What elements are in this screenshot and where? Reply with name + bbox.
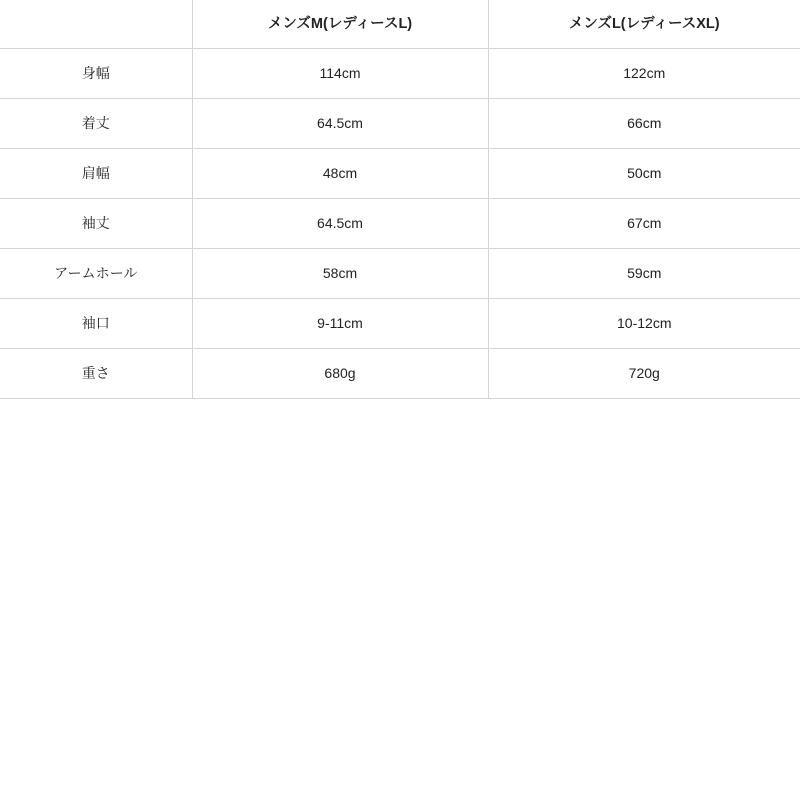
table-row xyxy=(0,249,800,299)
cell-armhole-l: 59cm xyxy=(488,249,800,299)
cell-mihaba-m: 114cm xyxy=(192,49,488,99)
table-row xyxy=(0,349,800,399)
cell-armhole-m: 58cm xyxy=(192,249,488,299)
cell-kitake-l: 66cm xyxy=(488,99,800,149)
table-row xyxy=(0,149,800,199)
cell-sodeguchi-l: 10-12cm xyxy=(488,299,800,349)
row-header-omosa: 重さ xyxy=(0,349,192,399)
cell-omosa-l: 720g xyxy=(488,349,800,399)
row-header-armhole: アームホール xyxy=(0,249,192,299)
table-header-row xyxy=(0,0,800,49)
cell-omosa-m: 680g xyxy=(192,349,488,399)
row-header-sodeguchi: 袖口 xyxy=(0,299,192,349)
column-header-mens-m: メンズM(レディースL) xyxy=(192,0,488,49)
row-header-mihaba: 身幅 xyxy=(0,49,192,99)
row-header-katahaba: 肩幅 xyxy=(0,149,192,199)
row-header-kitake: 着丈 xyxy=(0,99,192,149)
table-header xyxy=(0,0,800,49)
row-header-sodetake: 袖丈 xyxy=(0,199,192,249)
cell-sodetake-l: 67cm xyxy=(488,199,800,249)
table-row xyxy=(0,199,800,249)
table-row xyxy=(0,99,800,149)
table-corner-cell xyxy=(0,0,192,49)
cell-kitake-m: 64.5cm xyxy=(192,99,488,149)
cell-sodetake-m: 64.5cm xyxy=(192,199,488,249)
cell-katahaba-m: 48cm xyxy=(192,149,488,199)
table-row xyxy=(0,299,800,349)
cell-sodeguchi-m: 9-11cm xyxy=(192,299,488,349)
size-chart-table xyxy=(0,0,800,399)
column-header-mens-l: メンズL(レディースXL) xyxy=(488,0,800,49)
table-body xyxy=(0,49,800,399)
cell-mihaba-l: 122cm xyxy=(488,49,800,99)
table-row xyxy=(0,49,800,99)
cell-katahaba-l: 50cm xyxy=(488,149,800,199)
